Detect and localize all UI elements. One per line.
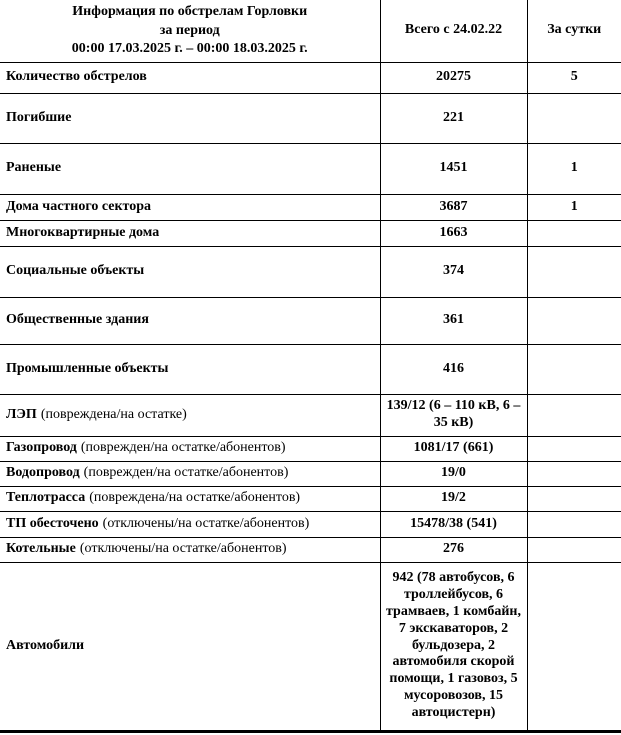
row-label-cell xyxy=(0,511,380,537)
row-total-value: 361 xyxy=(380,297,527,344)
table-row xyxy=(0,62,621,93)
row-label-cell xyxy=(0,562,380,731)
row-label: ТП обесточено xyxy=(6,515,99,531)
row-label-cell xyxy=(0,461,380,486)
table-header xyxy=(0,0,621,62)
row-daily-value: 5 xyxy=(527,62,621,93)
row-label-cell xyxy=(0,143,380,194)
table-row xyxy=(0,93,621,143)
row-daily-value: 1 xyxy=(527,143,621,194)
table-row xyxy=(0,461,621,486)
table-row xyxy=(0,511,621,537)
row-total-value: 1081/17 (661) xyxy=(380,436,527,461)
row-label-cell xyxy=(0,220,380,246)
row-label: Котельные xyxy=(6,541,76,557)
row-label: Автомобили xyxy=(6,637,85,653)
table-title-line2: за период xyxy=(159,22,220,38)
row-label: Газопровод xyxy=(6,440,77,456)
table-row xyxy=(0,562,621,731)
row-total-value: 3687 xyxy=(380,194,527,220)
row-label: Количество обстрелов xyxy=(6,69,147,85)
row-daily-value xyxy=(527,93,621,143)
column-header-daily: За сутки xyxy=(527,0,621,62)
row-daily-value: 1 xyxy=(527,194,621,220)
table-row xyxy=(0,246,621,297)
table-title xyxy=(0,0,380,62)
row-daily-value xyxy=(527,220,621,246)
row-label-note: (отключены/на остатке/абонентов) xyxy=(79,541,287,557)
row-label: Общественные здания xyxy=(6,312,149,328)
table-row xyxy=(0,297,621,344)
row-daily-value xyxy=(527,461,621,486)
row-label-cell xyxy=(0,194,380,220)
row-total-value: 20275 xyxy=(380,62,527,93)
row-label: Дома частного сектора xyxy=(6,198,152,214)
row-label-cell xyxy=(0,93,380,143)
row-label-cell xyxy=(0,486,380,511)
row-total-value: 1663 xyxy=(380,220,527,246)
table-body xyxy=(0,62,621,731)
table-row xyxy=(0,394,621,436)
table-title-line1: Информация по обстрелам Горловки xyxy=(72,4,308,20)
row-total-value: 19/2 xyxy=(380,486,527,511)
row-daily-value xyxy=(527,537,621,562)
row-label: Промышленные объекты xyxy=(6,360,169,376)
table-row xyxy=(0,143,621,194)
table-row xyxy=(0,220,621,246)
row-label-cell xyxy=(0,537,380,562)
row-label-cell xyxy=(0,394,380,436)
row-total-value: 374 xyxy=(380,246,527,297)
row-total-value: 276 xyxy=(380,537,527,562)
row-label-note: (поврежден/на остатке/абонентов) xyxy=(80,440,286,456)
table-row xyxy=(0,486,621,511)
row-daily-value xyxy=(527,511,621,537)
row-label: Раненые xyxy=(6,160,62,176)
table-row xyxy=(0,537,621,562)
row-label: Социальные объекты xyxy=(6,263,145,279)
row-total-value: 19/0 xyxy=(380,461,527,486)
row-label-note: (повреждена/на остатке) xyxy=(40,406,187,422)
row-label: ЛЭП xyxy=(6,406,37,422)
row-label: Погибшие xyxy=(6,109,72,125)
row-label-cell xyxy=(0,436,380,461)
table-row xyxy=(0,194,621,220)
column-header-total: Всего с 24.02.22 xyxy=(380,0,527,62)
row-label-note: (повреждена/на остатке/абонентов) xyxy=(89,490,301,506)
row-total-value: 1451 xyxy=(380,143,527,194)
row-label: Многоквартирные дома xyxy=(6,224,160,240)
row-label-cell xyxy=(0,62,380,93)
row-label-cell xyxy=(0,344,380,394)
table-title-line3: 00:00 17.03.2025 г. – 00:00 18.03.2025 г. xyxy=(71,40,308,56)
row-daily-value xyxy=(527,297,621,344)
row-daily-value xyxy=(527,394,621,436)
row-total-value: 221 xyxy=(380,93,527,143)
row-daily-value xyxy=(527,344,621,394)
row-daily-value xyxy=(527,486,621,511)
row-daily-value xyxy=(527,246,621,297)
row-daily-value xyxy=(527,436,621,461)
row-total-value: 416 xyxy=(380,344,527,394)
row-label-cell xyxy=(0,297,380,344)
row-label-note: (отключены/на остатке/абонентов) xyxy=(102,515,310,531)
row-total-value: 942 (78 автобусов, 6 троллейбусов, 6 трамваев, 1 комбайн, 7 экскаваторов, 2 бульдозера, 2 автомобиля скорой помощи, 1 газовоз, 5 мусоровозов, 15 автоцистерн) xyxy=(380,562,527,731)
row-daily-value xyxy=(527,562,621,731)
row-label: Теплотрасса xyxy=(6,490,86,506)
header-row xyxy=(0,0,621,62)
table-row xyxy=(0,436,621,461)
row-total-value: 139/12 (6 – 110 кВ, 6 – 35 кВ) xyxy=(380,394,527,436)
table-row xyxy=(0,344,621,394)
row-label: Водопровод xyxy=(6,465,80,481)
row-label-cell xyxy=(0,246,380,297)
row-total-value: 15478/38 (541) xyxy=(380,511,527,537)
row-label-note: (поврежден/на остатке/абонентов) xyxy=(83,465,289,481)
